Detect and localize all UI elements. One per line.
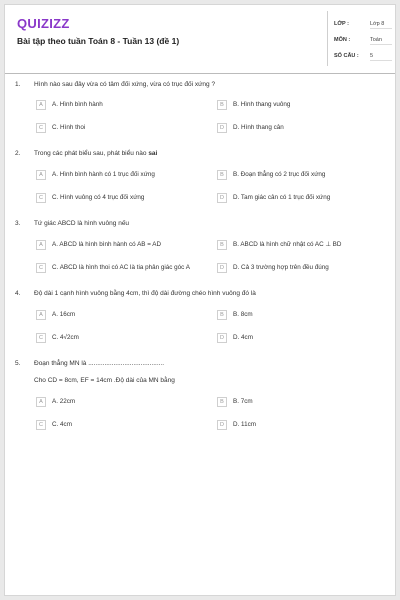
option-a[interactable] (36, 310, 196, 322)
meta-label: SỐ CÂU : (334, 53, 359, 59)
worksheet-header (5, 5, 395, 74)
meta-value: Lớp 8 (370, 21, 392, 29)
option-letter-box: C (36, 333, 46, 343)
question-text-prefix: Trong các phát biểu sau, phát biểu nào (34, 150, 149, 157)
option-text: B. ABCD là hình chữ nhật có AC ⊥ BD (233, 241, 342, 248)
option-text: C. ABCD là hình thoi có AC là tia phân giác góc A (52, 264, 190, 271)
option-letter-box: A (36, 240, 46, 250)
option-letter-box: B (217, 240, 227, 250)
option-text: A. Hình bình hành có 1 trục đối xứng (52, 171, 155, 178)
option-letter-box: C (36, 263, 46, 273)
option-c[interactable] (36, 263, 196, 275)
option-a[interactable] (36, 240, 196, 252)
option-b[interactable] (217, 100, 377, 112)
question-text: Hình nào sau đây vừa có tâm đối xứng, vừa có trục đối xứng ? (34, 81, 216, 88)
meta-label: LỚP : (334, 21, 349, 27)
option-text: A. 22cm (52, 398, 76, 405)
worksheet-page (4, 4, 396, 596)
option-a[interactable] (36, 170, 196, 182)
option-text: B. Đoạn thẳng có 2 trục đối xứng (233, 171, 326, 178)
option-letter-box: A (36, 170, 46, 180)
option-letter-box: D (217, 193, 227, 203)
option-c[interactable] (36, 193, 196, 205)
option-text: A. ABCD là hình bình hành có AB = AD (52, 241, 162, 248)
option-text: B. 8cm (233, 311, 253, 318)
option-text: D. 4cm (233, 334, 253, 341)
question-number: 2. (15, 150, 21, 157)
option-text: D. Tam giác cân có 1 trục đối xứng (233, 194, 331, 201)
question-text: Tứ giác ABCD là hình vuông nếu (34, 220, 130, 227)
option-letter-box: A (36, 397, 46, 407)
option-letter-box: D (217, 263, 227, 273)
worksheet-title: Bài tập theo tuần Toán 8 - Tuần 13 (đề 1) (17, 36, 180, 46)
option-c[interactable] (36, 123, 196, 135)
option-text: C. Hình vuông có 4 trục đối xứng (52, 194, 145, 201)
meta-value: 5 (370, 53, 392, 61)
option-d[interactable] (217, 333, 377, 345)
option-a[interactable] (36, 100, 196, 112)
meta-label: MÔN : (334, 37, 351, 43)
option-b[interactable] (217, 397, 377, 409)
option-text: A. 16cm (52, 311, 76, 318)
meta-value: Toán (370, 37, 392, 45)
option-letter-box: A (36, 310, 46, 320)
question-number: 1. (15, 81, 21, 88)
option-letter-box: D (217, 333, 227, 343)
option-letter-box: C (36, 123, 46, 133)
question-number: 4. (15, 290, 21, 297)
question-text-emphasis: sai (148, 150, 158, 157)
option-b[interactable] (217, 310, 377, 322)
question-number: 5. (15, 360, 21, 367)
question-subtext: Cho CD = 8cm, EF = 14cm .Độ dài của MN bằng (34, 377, 175, 384)
option-letter-box: B (217, 170, 227, 180)
option-b[interactable] (217, 170, 377, 182)
option-c[interactable] (36, 420, 196, 432)
option-d[interactable] (217, 263, 377, 275)
option-letter-box: D (217, 420, 227, 430)
option-b[interactable] (217, 240, 377, 252)
meta-info-box (327, 11, 398, 66)
option-text: D. 11cm (233, 421, 256, 428)
option-letter-box: B (217, 397, 227, 407)
quizizz-logo: QUIZIZZ (17, 16, 70, 31)
option-d[interactable] (217, 193, 377, 205)
option-letter-box: A (36, 100, 46, 110)
question-number: 3. (15, 220, 21, 227)
option-letter-box: C (36, 193, 46, 203)
option-d[interactable] (217, 123, 377, 135)
option-letter-box: B (217, 310, 227, 320)
question-text: Đoạn thẳng MN là .......................................... (34, 360, 165, 367)
option-letter-box: D (217, 123, 227, 133)
option-text: C. Hình thoi (52, 124, 86, 131)
option-text: B. 7cm (233, 398, 253, 405)
option-text: C. 4cm (52, 421, 72, 428)
option-text: D. Hình thang cân (233, 124, 284, 131)
option-letter-box: B (217, 100, 227, 110)
option-d[interactable] (217, 420, 377, 432)
option-c[interactable] (36, 333, 196, 345)
question-text (34, 150, 384, 157)
question-text: Độ dài 1 cạnh hình vuông bằng 4cm, thì độ dài đường chéo hình vuông đó là (34, 290, 256, 297)
option-letter-box: C (36, 420, 46, 430)
option-text: C. 4√2cm (52, 334, 79, 341)
option-text: B. Hình thang vuông (233, 101, 291, 108)
option-text: A. Hình bình hành (52, 101, 103, 108)
option-a[interactable] (36, 397, 196, 409)
option-text: D. Cả 3 trường hợp trên đều đúng (233, 264, 329, 271)
